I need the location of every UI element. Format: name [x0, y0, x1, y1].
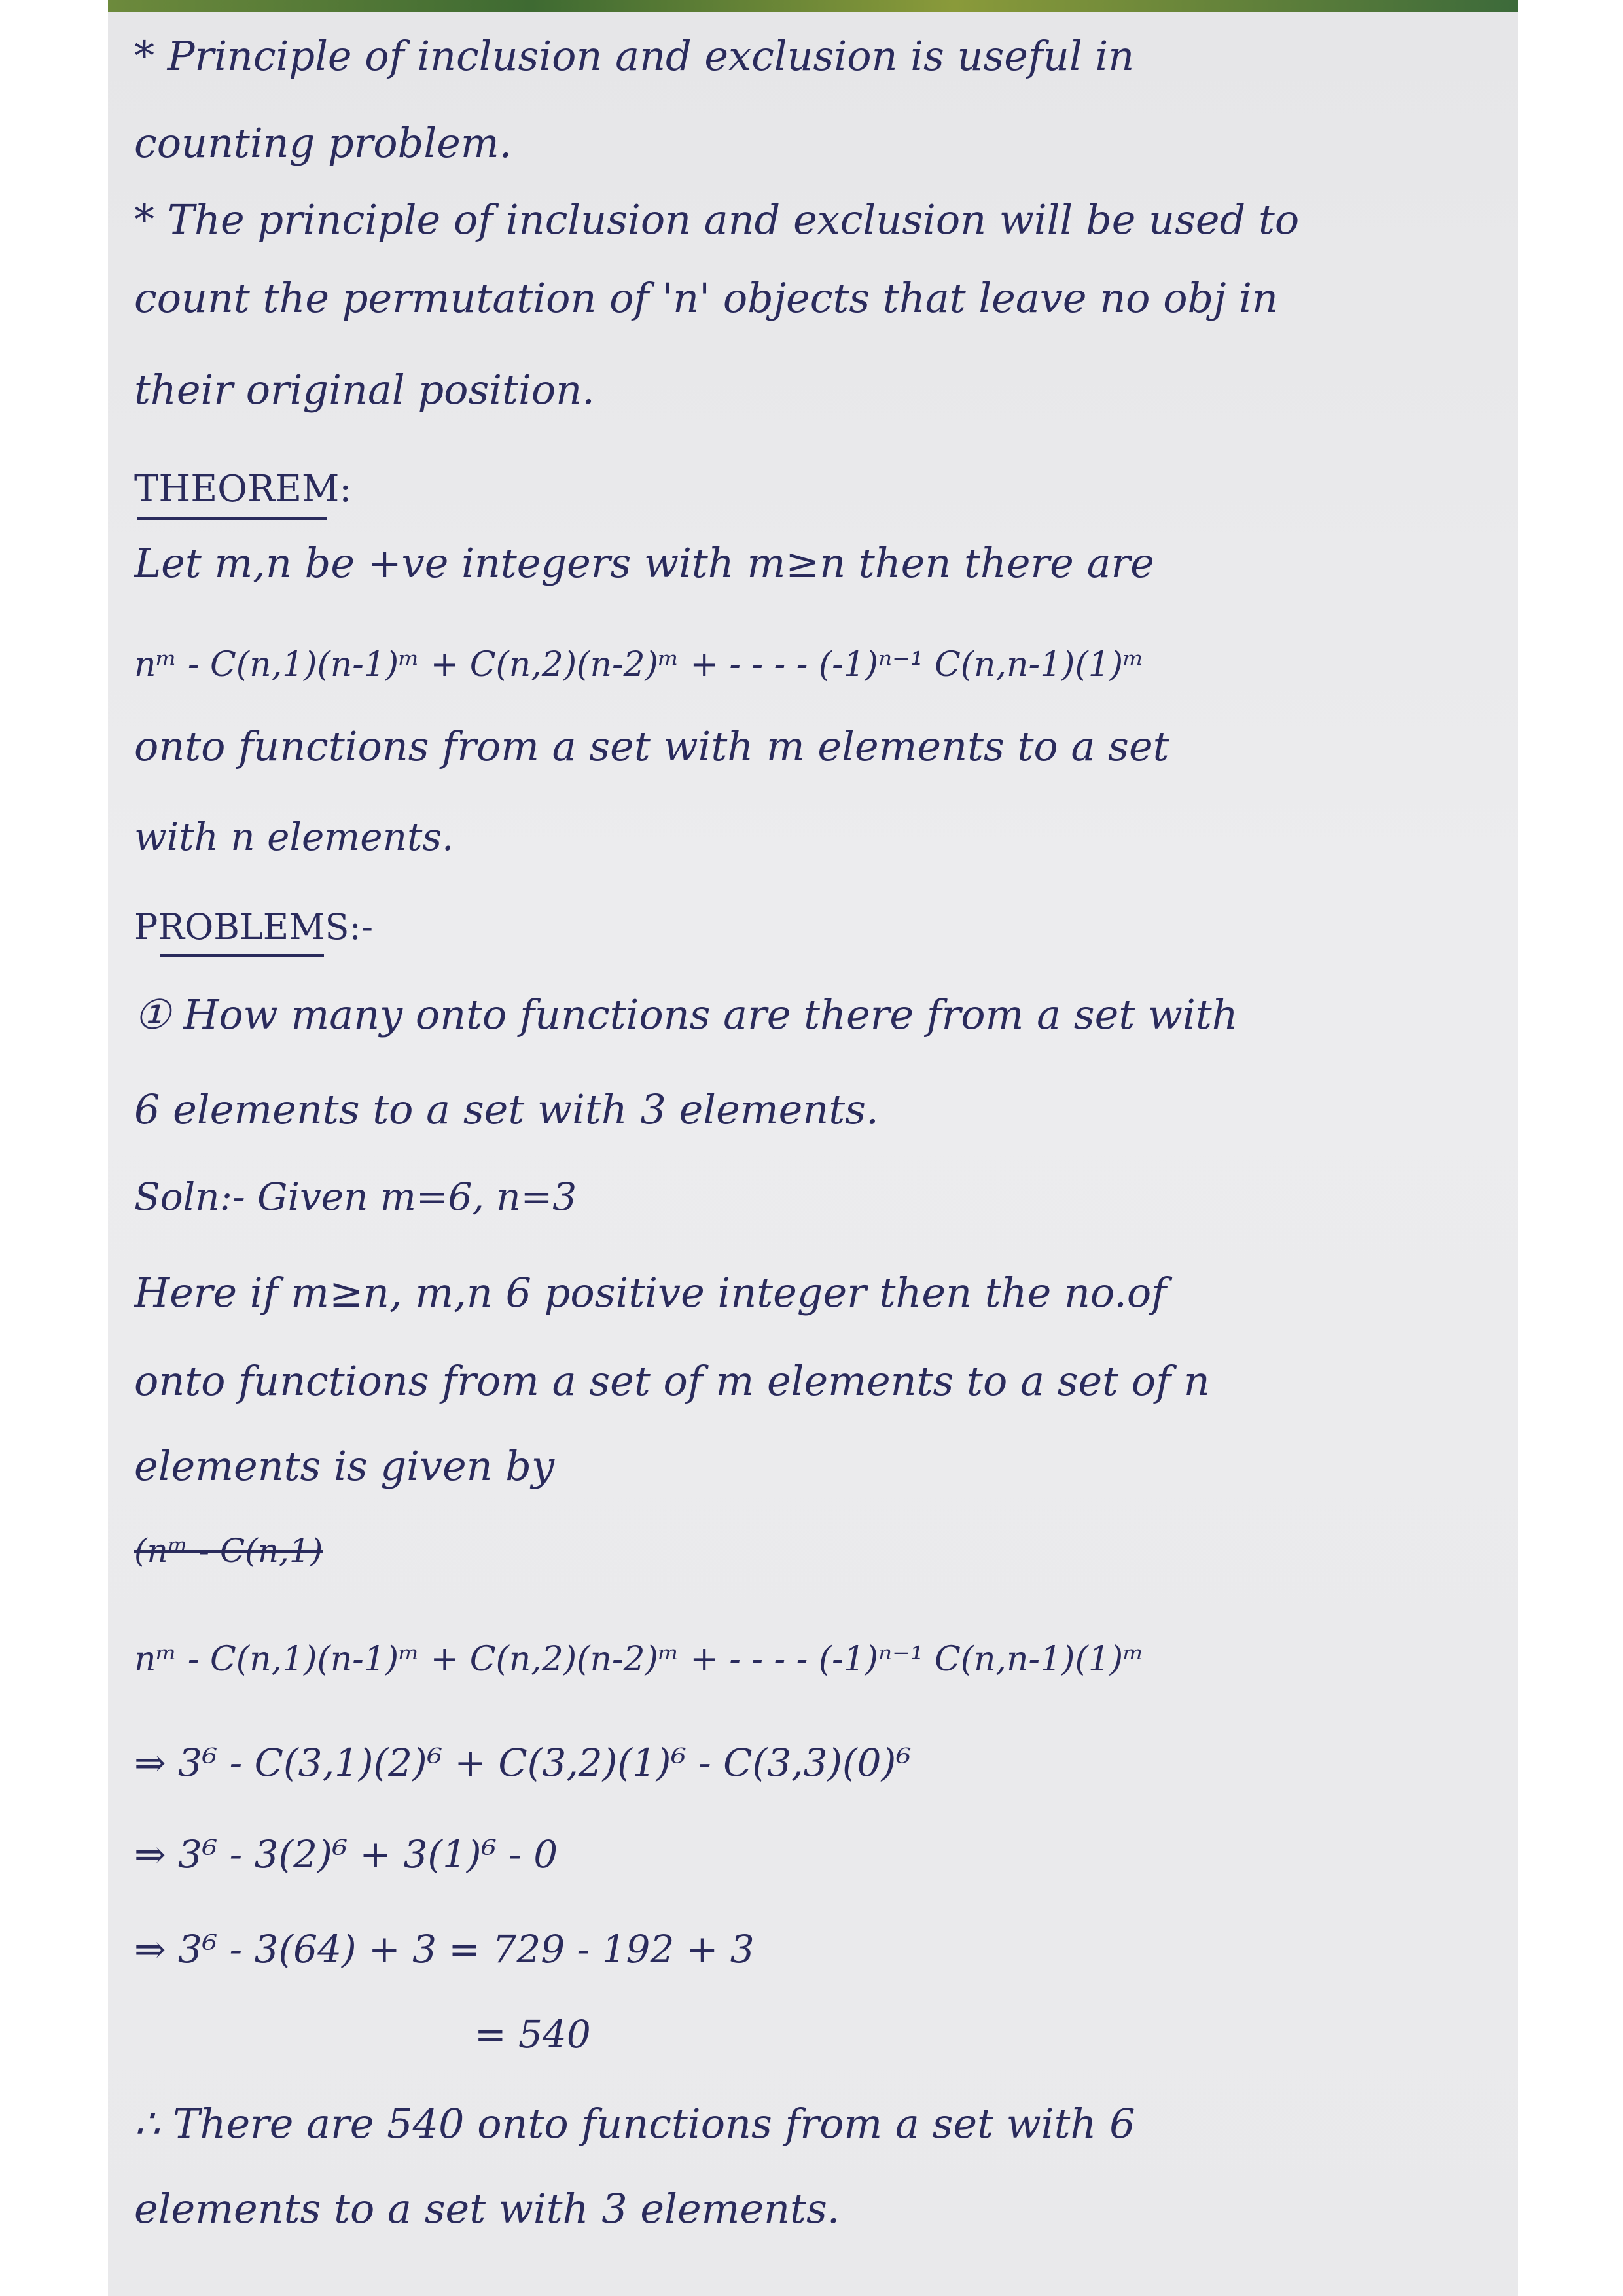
conclusion-line-1: ∴ There are 540 onto functions from a set with 6: [134, 2100, 1135, 2147]
intro-line-4: count the permutation of 'n' objects that leave no obj in: [134, 274, 1278, 322]
problem-1-line-1: ① How many onto functions are there from a set with: [134, 991, 1238, 1038]
theorem-line-3: with n elements.: [134, 815, 454, 859]
intro-line-5: their original position.: [134, 366, 595, 414]
solution-given: Soln:- Given m=6, n=3: [134, 1174, 577, 1219]
left-margin: [0, 0, 108, 2296]
intro-line-2: counting problem.: [134, 119, 512, 167]
theorem-line-1: Let m,n be +ve integers with m≥n then there are: [134, 539, 1154, 587]
calc-step-1: ⇒ 3⁶ - C(3,1)(2)⁶ + C(3,2)(1)⁶ - C(3,3)(0)⁶: [134, 1740, 912, 1785]
right-margin: [1518, 0, 1623, 2296]
background-fabric-strip: [108, 0, 1518, 12]
conclusion-line-2: elements to a set with 3 elements.: [134, 2185, 840, 2233]
intro-line-1: * Principle of inclusion and exclusion is useful in: [134, 32, 1135, 80]
calc-step-2: ⇒ 3⁶ - 3(2)⁶ + 3(1)⁶ - 0: [134, 1832, 558, 1877]
solution-line-3: elements is given by: [134, 1442, 555, 1490]
solution-line-1: Here if m≥n, m,n 6 positive integer then the no.of: [134, 1269, 1167, 1316]
formula-general: nᵐ - C(n,1)(n-1)ᵐ + C(n,2)(n-2)ᵐ + - - - - (-1)ⁿ⁻¹ C(n,n-1)(1)ᵐ: [134, 1640, 1145, 1679]
problems-underline: [160, 954, 324, 957]
notebook-page: [108, 0, 1518, 2296]
problems-heading: PROBLEMS:-: [134, 906, 373, 947]
struck-out-text: (nᵐ - C(n,1): [134, 1532, 323, 1570]
intro-line-3: * The principle of inclusion and exclusion will be used to: [134, 196, 1300, 243]
theorem-underline: [137, 517, 327, 520]
calc-step-4: = 540: [474, 2012, 591, 2057]
theorem-line-2: onto functions from a set with m elements to a set: [134, 722, 1169, 770]
calc-step-3: ⇒ 3⁶ - 3(64) + 3 = 729 - 192 + 3: [134, 1927, 755, 1971]
theorem-formula: nᵐ - C(n,1)(n-1)ᵐ + C(n,2)(n-2)ᵐ + - - - - (-1)ⁿ⁻¹ C(n,n-1)(1)ᵐ: [134, 645, 1145, 684]
problem-1-line-2: 6 elements to a set with 3 elements.: [134, 1086, 879, 1133]
theorem-heading: THEOREM:: [134, 468, 352, 510]
solution-line-2: onto functions from a set of m elements to a set of n: [134, 1357, 1210, 1405]
